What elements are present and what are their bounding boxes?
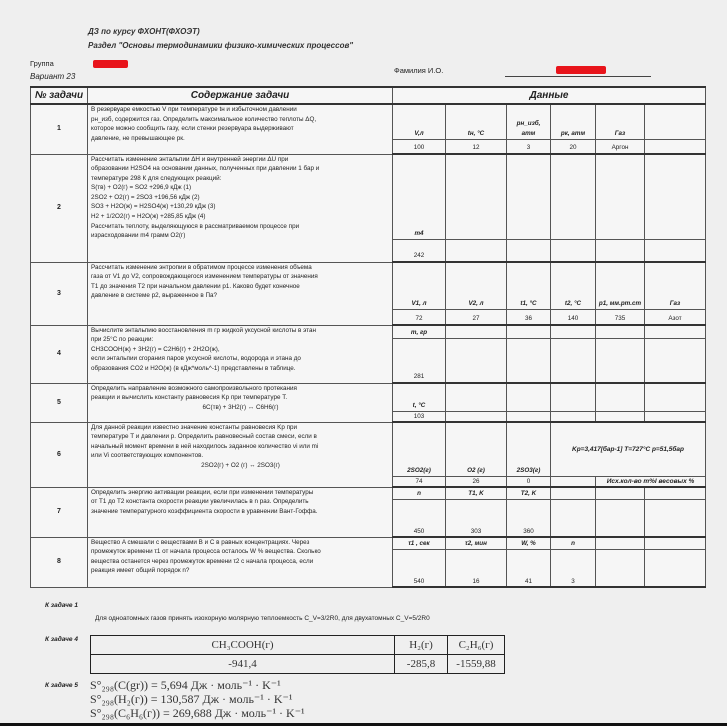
task-text-line: Определить энергию активации реакции, если при изменении температуры (91, 488, 314, 496)
task-text-line: значение температурного коэффициента скорости в уравнении Вант-Гоффа. (91, 507, 318, 515)
data-value: 72 (393, 309, 446, 325)
data-value: 100 (393, 139, 446, 154)
t4-value-acetic-acid: -941,4 (91, 655, 395, 674)
data-label (645, 487, 706, 499)
task-text-line: от T1 до T2 константа скорости реакции увеличилась в n раз. Определить (91, 498, 309, 506)
data-value (551, 499, 596, 537)
data-value: 0 (507, 476, 551, 487)
variant-label: Вариант 23 (30, 72, 76, 81)
data-value (507, 239, 551, 262)
data-value (507, 338, 551, 383)
task-text-line: Вычислите энтальпию восстановления m гр жидкой уксусной кислоты в этан (91, 326, 316, 334)
data-label (645, 383, 706, 411)
task5-note-label: К задаче 5 (45, 682, 78, 689)
data-label: τ1 , сек (393, 537, 446, 549)
task-number: 5 (31, 383, 88, 422)
data-label: m, гр (393, 325, 446, 338)
task-text-line: которое можно сообщить газу, если стенки резервуара выдерживают (91, 125, 294, 133)
task-equation: 6C(тв) + 3H2(г) ↔ C6H6(г) (202, 403, 279, 411)
task-number: 4 (31, 325, 88, 383)
task-number: 2 (31, 154, 88, 262)
data-value (596, 338, 645, 383)
data-value (645, 139, 706, 154)
data-value: 41 (507, 549, 551, 587)
task-text-line: S(тв) + O2(г) = SO2 +296,9 кДж (1) (91, 184, 192, 192)
data-value: 36 (507, 309, 551, 325)
data-label (446, 154, 507, 239)
data-label (596, 383, 645, 411)
data-label (446, 325, 507, 338)
task-row-8 (31, 537, 706, 549)
task-text-line: давление, не превышающее pк. (91, 134, 185, 142)
task-number: 1 (31, 104, 88, 154)
data-value: Аргон (596, 139, 645, 154)
task-text-line: температуре T и давлении p. Определить равновесный состав смеси, если в (91, 433, 317, 441)
task1-note-label: К задаче 1 (45, 602, 78, 609)
data-label: m4 (393, 154, 446, 239)
data-label: V,л (393, 104, 446, 139)
data-value: 281 (393, 338, 446, 383)
task-number: 6 (31, 422, 88, 487)
task-text-line: при 25°C по реакции: (91, 336, 154, 344)
task-text-line: Вещество A смешали с веществами B и C в равных концентрациях. Через (91, 538, 310, 546)
data-label (596, 325, 645, 338)
data-label (507, 325, 551, 338)
data-value: 12 (446, 139, 507, 154)
data-label: p1, мм.рт.ст (596, 262, 645, 309)
data-value (645, 499, 706, 537)
data-label: n (551, 537, 596, 549)
t4-header-acetic-acid: CH₃COOH(г) (91, 636, 395, 655)
task-text-line: Рассчитать изменение энтропии в обратимом процессе изменения объема (91, 263, 312, 271)
task-text-line: газа от V1 до V2, сопровождающегося изменением температуры от значения (91, 273, 318, 281)
data-value (446, 338, 507, 383)
data-label (596, 154, 645, 239)
data-value (645, 549, 706, 587)
task-text-line: Определить направление возможного самопроизвольного протекания (91, 384, 297, 392)
section-title: Раздел "Основы термодинамики физико-химических процессов" (88, 41, 354, 50)
task-text-line: CH3COOH(ж) + 3H2(г) = C2H6(г) + 2H2O(ж), (91, 345, 220, 353)
data-value: 242 (393, 239, 446, 262)
data-label: Газ (645, 262, 706, 309)
data-label: V2, л (446, 262, 507, 309)
data-label (446, 383, 507, 411)
task-text-line: 2SO2 + O2(г) = 2SO3 +196,56 кДж (2) (91, 193, 200, 201)
data-value (596, 239, 645, 262)
column-header-number: № задачи (31, 87, 88, 104)
course-title: ДЗ по курсу ФХОНТ(ФХОЭТ) (88, 27, 200, 36)
data-value: 20 (551, 139, 596, 154)
data-label: t2, °C (551, 262, 596, 309)
task-row-7 (31, 487, 706, 499)
data-label: tн, °C (446, 104, 507, 139)
task-text-line: T1 до значения T2 при начальном давлении p1. Каково будет конечное (91, 282, 300, 290)
data-value: 360 (507, 499, 551, 537)
data-label: W, % (507, 537, 551, 549)
task-equation: 2SO2(г) + O2 (г) ↔ 2SO3(г) (201, 461, 280, 469)
data-value: 26 (446, 476, 507, 487)
task-text-line: Рассчитать изменение энтальпии ΔH и внутренней энергии ΔU при (91, 155, 289, 163)
task-text-line: вещества останется через промежуток времени τ2 с начала процесса, если (91, 557, 314, 565)
task-content (88, 325, 393, 383)
data-label: V1, л (393, 262, 446, 309)
t4-value-ethane: -1559,88 (448, 655, 505, 674)
data-value (551, 239, 596, 262)
task-text-line: В резервуаре емкостью V при температуре tн и избыточном давлении (91, 106, 297, 113)
task4-note-label: К задаче 4 (45, 636, 78, 643)
data-value: 3 (507, 139, 551, 154)
data-label (645, 104, 706, 139)
t4-value-hydrogen: -285,8 (395, 655, 448, 674)
task-text-line: начальный момент времени в ней находилось заданное количество νi или mi (91, 442, 319, 450)
task-content (88, 383, 393, 422)
data-value (596, 411, 645, 422)
data-value (645, 338, 706, 383)
data-label: t1, °C (507, 262, 551, 309)
data-value (551, 411, 596, 422)
task-text-line: SO3 + H2O(ж) = H2SO4(ж) +130,29 кДж (3) (91, 203, 216, 211)
task4-enthalpy-table (90, 635, 505, 674)
data-value (596, 549, 645, 587)
data-value (596, 499, 645, 537)
data-value: 3 (551, 549, 596, 587)
data-label: O2 (г) (446, 422, 507, 476)
task-text-line: реакции и вычислить константу равновесия Kp при температуре T. (91, 394, 288, 402)
task-text-line: если энтальпии сгорания паров уксусной кислоты, водорода и этана до (91, 355, 301, 363)
task-content (88, 422, 393, 487)
task5-entropy-carbon: S°₂₉₈(C(gr)) = 5,694 Дж · моль⁻¹ · K⁻¹ (90, 678, 281, 692)
task-text-line: или Vi соответствующих компонентов. (91, 452, 204, 460)
t4-header-hydrogen: H₂(г) (395, 636, 448, 655)
task5-entropy-hydrogen: S°₂₉₈(H₂(г)) = 130,587 Дж · моль⁻¹ · K⁻¹ (90, 692, 293, 706)
data-label: Газ (596, 104, 645, 139)
task-row-4 (31, 325, 706, 338)
data-label (507, 154, 551, 239)
task-text-line: промежуток времени τ1 от начала процесса осталось W % вещества. Сколько (91, 548, 321, 556)
task-content (88, 262, 393, 325)
data-label (551, 383, 596, 411)
data-label: τ2, мин (446, 537, 507, 549)
task1-note-text: Для одноатомных газов принять изохорную молярную теплоемкость C_V=3/2R0, для двухатомных C_V=5/2R0 (95, 615, 430, 622)
task-number: 3 (31, 262, 88, 325)
data-label (596, 487, 645, 499)
task-number: 8 (31, 537, 88, 587)
data-value (446, 239, 507, 262)
column-header-data: Данные (393, 87, 706, 104)
name-underline (505, 76, 651, 77)
data-value: 540 (393, 549, 446, 587)
data-label (551, 325, 596, 338)
data-value (551, 338, 596, 383)
task-text-line: образования CO2 и H2O(ж) (в кДж*моль^-1) представлены в таблице. (91, 364, 296, 372)
data-label (645, 325, 706, 338)
data-label (551, 154, 596, 239)
task-row-6 (31, 422, 706, 476)
data-value: 303 (446, 499, 507, 537)
data-label: 2SO3(г) (507, 422, 551, 476)
group-label: Группа (30, 59, 54, 68)
data-value: 140 (551, 309, 596, 325)
task-text-line: израсходовании m4 грамм O2(г) (91, 232, 186, 240)
data-value (507, 411, 551, 422)
task-text-line: температуре 298 К для следующих реакций: (91, 174, 222, 182)
data-label (645, 537, 706, 549)
data-value: 735 (596, 309, 645, 325)
tasks-table (30, 86, 706, 588)
data-value: Азот (645, 309, 706, 325)
data-label: 2SO2(г) (393, 422, 446, 476)
task-text-line: давление в системе p2, выраженное в Па? (91, 292, 218, 300)
data-value-empty (551, 476, 596, 487)
task-text-line: Рассчитать теплоту, выделяющуюся в рассматриваемом процессе при (91, 222, 300, 230)
task-text-line: образовании H2SO4 на основании данных, полученных при давлении 1 бар и (91, 165, 320, 173)
data-label: n (393, 487, 446, 499)
name-redaction (556, 66, 606, 74)
task-text-line: pн_изб, содержится газ. Определить максимальное количество теплоты ΔQ, (91, 115, 317, 123)
group-redaction (93, 60, 128, 68)
task-row-3 (31, 262, 706, 309)
data-value (446, 411, 507, 422)
task-content (88, 487, 393, 537)
task-content (88, 154, 393, 262)
task-text-line: реакция имеет общий порядок n? (91, 567, 190, 575)
column-header-content: Содержание задачи (88, 87, 393, 104)
data-label (551, 487, 596, 499)
data-label: pк, атм (551, 104, 596, 139)
data-value (645, 411, 706, 422)
name-label: Фамилия И.О. (394, 66, 444, 75)
task-content (88, 537, 393, 587)
task-row-1 (31, 104, 706, 139)
data-value (645, 239, 706, 262)
task-row-2 (31, 154, 706, 239)
t4-header-ethane: C₂H₆(г) (448, 636, 505, 655)
data-label (645, 154, 706, 239)
task-row-5 (31, 383, 706, 411)
task5-entropy-benzene: S°₂₉₈(C₆H₆(г)) = 269,688 Дж · моль⁻¹ · K⁻¹ (90, 706, 305, 720)
data-label: T1, K (446, 487, 507, 499)
task-content (88, 104, 393, 154)
task-text-line: Для данной реакции известно значение константы равновесия Kp при (91, 423, 298, 431)
task-text-line: H2 + 1/2O2(г) = H2O(ж) +285,85 кДж (4) (91, 213, 206, 221)
data-label: T2, K (507, 487, 551, 499)
data-label (596, 537, 645, 549)
data-value: 103 (393, 411, 446, 422)
data-label: t, °C (393, 383, 446, 411)
equilibrium-conditions: Kp=3,417[бар-1] T=727°C p=51,5бар (551, 422, 706, 476)
data-label (507, 383, 551, 411)
composition-note: Исх.кол-во m%l весовых % (596, 476, 706, 487)
data-value: 450 (393, 499, 446, 537)
data-label: pн_изб, атм (507, 104, 551, 139)
data-value: 27 (446, 309, 507, 325)
task-number: 7 (31, 487, 88, 537)
data-value: 74 (393, 476, 446, 487)
data-value: 16 (446, 549, 507, 587)
